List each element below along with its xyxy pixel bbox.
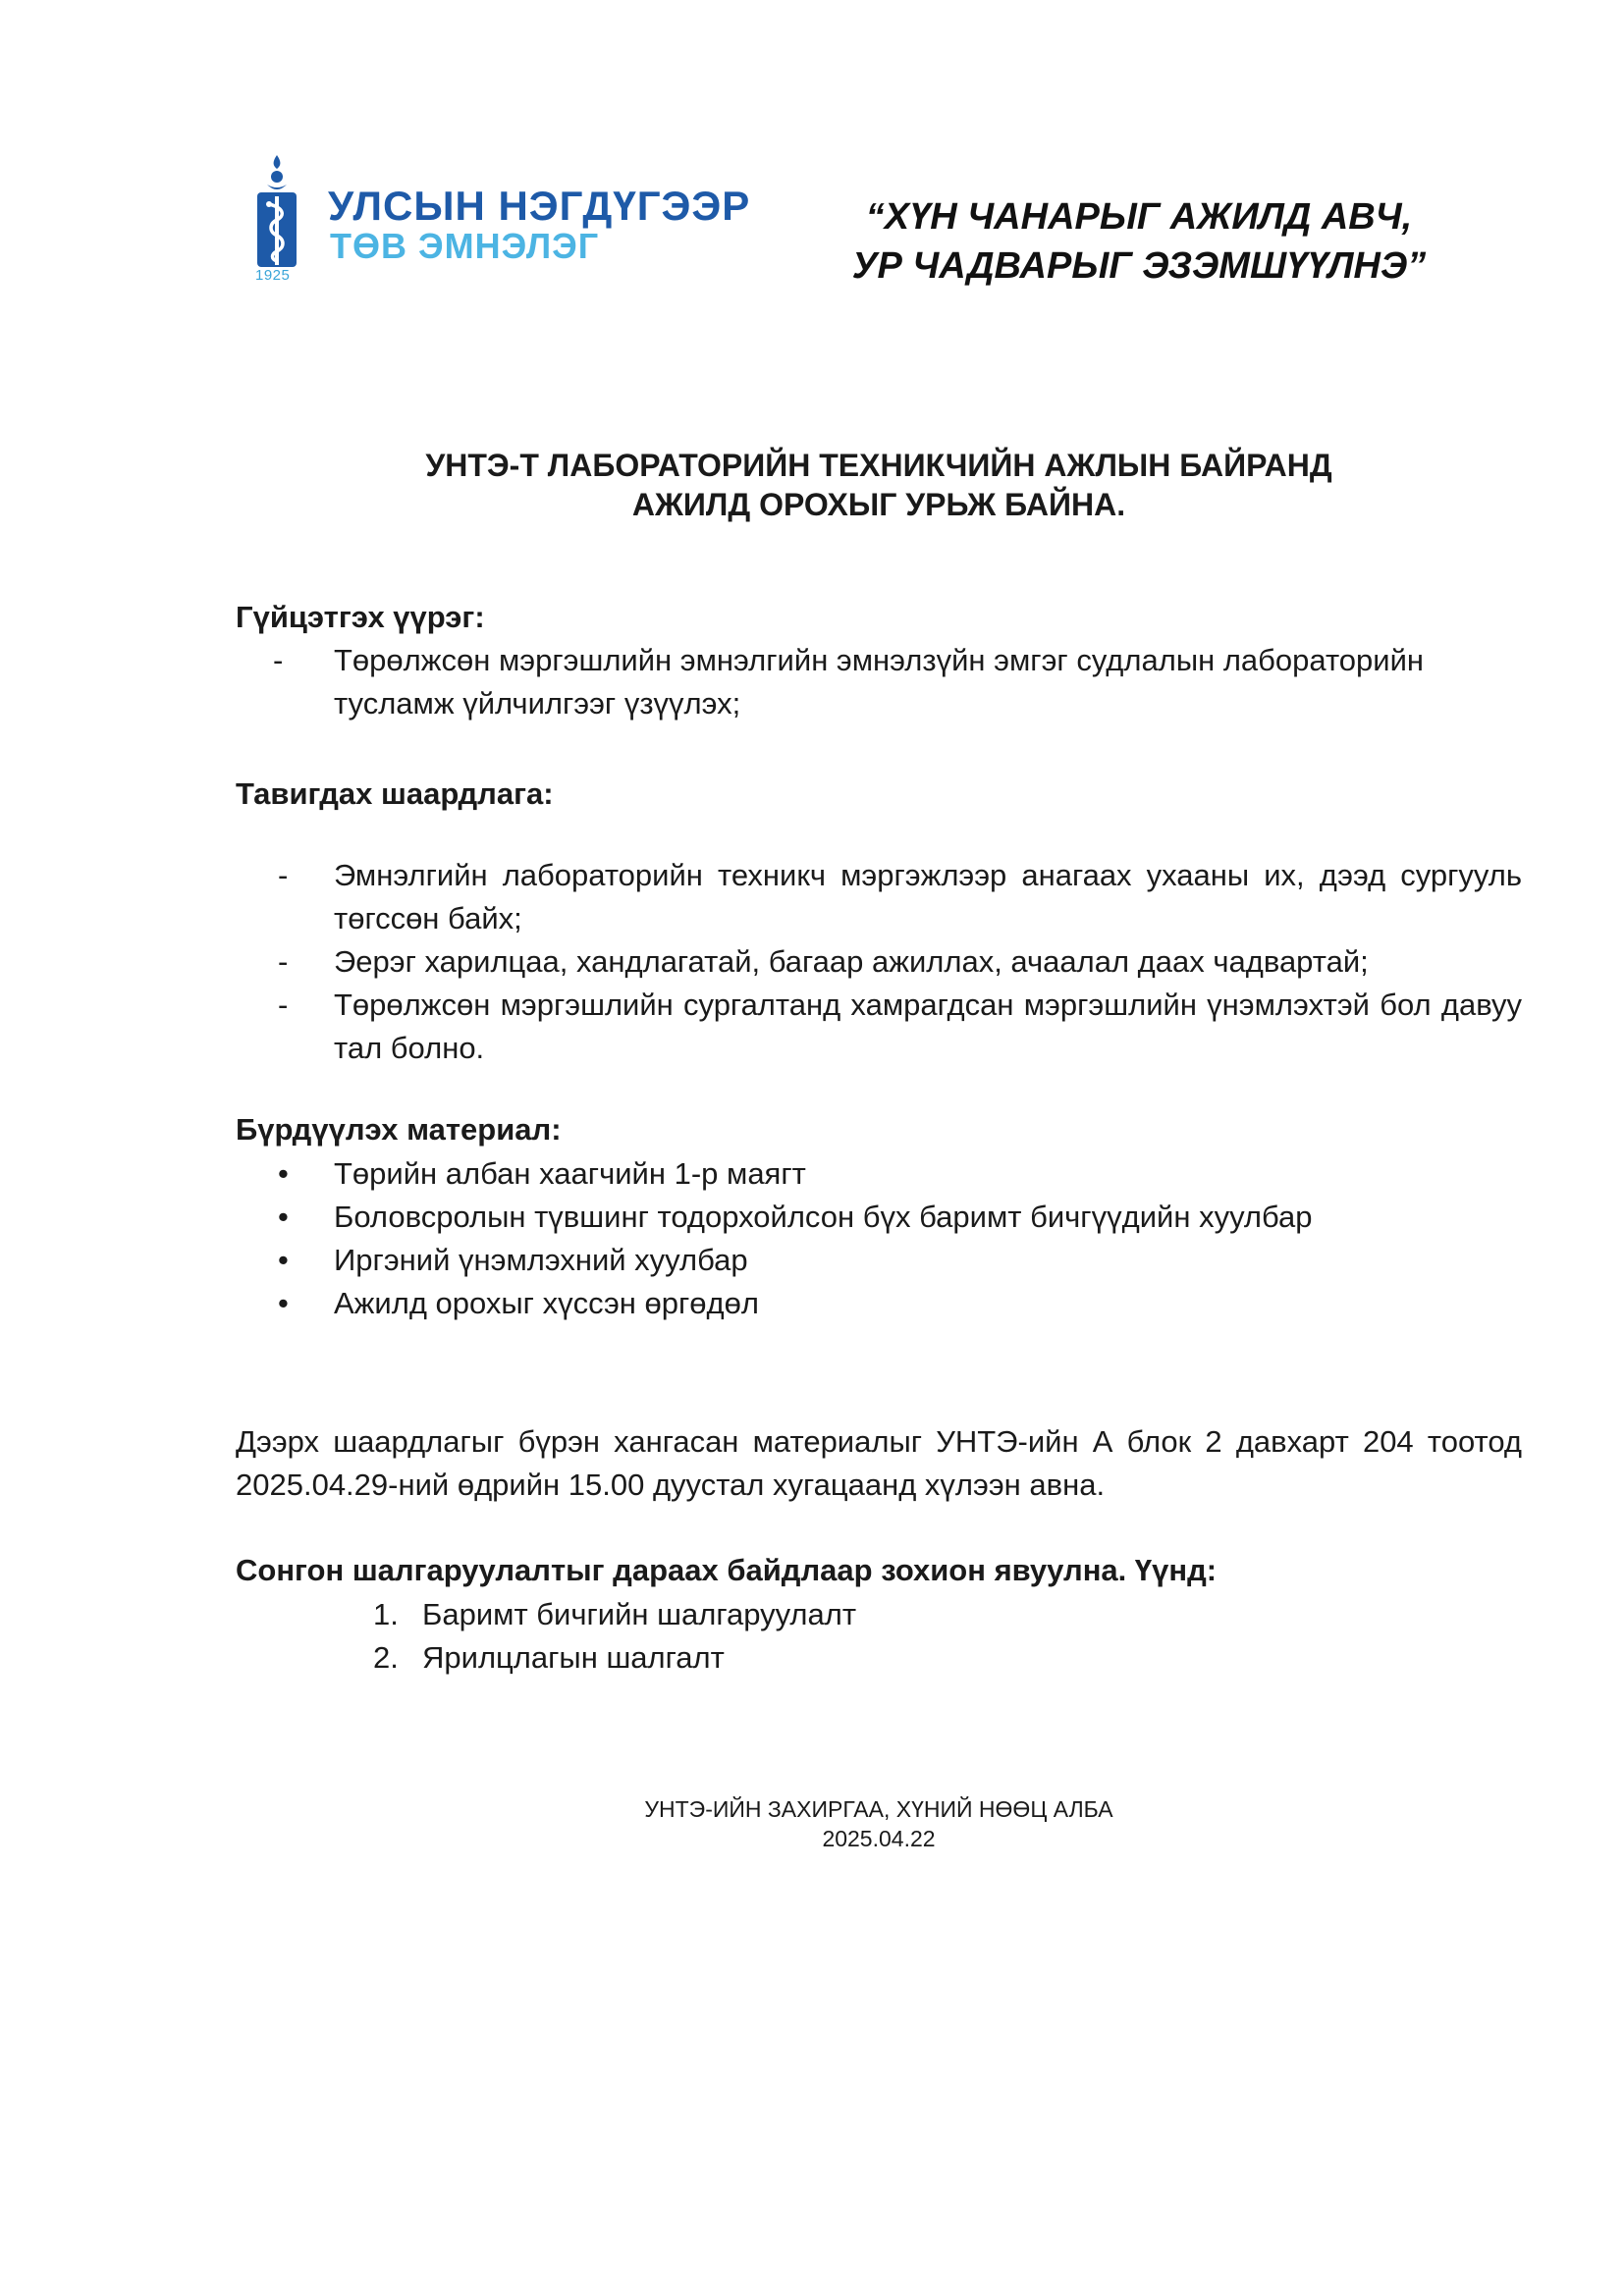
list-item <box>278 984 1522 1070</box>
list-item-text: Иргэний үнэмлэхний хуулбар <box>334 1243 748 1277</box>
slogan <box>815 192 1463 291</box>
slogan-line-2: УР ЧАДВАРЫГ ЭЗЭМШҮҮЛНЭ” <box>851 245 1427 287</box>
title-line-1: УНТЭ-Т ЛАБОРАТОРИЙН ТЕХНИКЧИЙН АЖЛЫН БАЙРАНД <box>425 448 1332 483</box>
list-item-text: Эерэг харилцаа, хандлагатай, багаар ажиллах, ачаалал даах чадвартай; <box>334 944 1369 979</box>
list-item <box>278 940 1522 984</box>
hospital-logo <box>249 147 760 294</box>
deadline-paragraph: Дээрх шаардлагыг бүрэн хангасан материалыг УНТЭ-ийн А блок 2 давхарт 204 тоотод 2025.04.29-ний өдрийн 15.00 дуустал хугацаанд хүлээн авна. <box>236 1424 1522 1502</box>
list-item-text: Төрөлжсөн мэргэшлийн сургалтанд хамрагдсан мэргэшлийн үнэмлэхтэй бол давуу тал болно. <box>334 988 1522 1065</box>
duties-heading: Гүйцэтгэх үүрэг: <box>236 600 485 634</box>
list-item <box>278 854 1522 940</box>
list-item <box>278 1196 1522 1239</box>
list-dash-marker: - <box>278 858 289 892</box>
selection-heading: Сонгон шалгаруулалтыг дараах байдлаар зохион явуулна. Үүнд: <box>236 1553 1218 1587</box>
list-number: 2. <box>373 1640 399 1675</box>
list-dash-marker: - <box>278 944 289 979</box>
bullet-icon: • <box>278 1156 289 1191</box>
bullet-icon: • <box>278 1286 289 1320</box>
signature-block <box>236 1794 1522 1853</box>
list-item <box>273 639 1522 725</box>
list-dash-marker: - <box>278 988 289 1022</box>
requirements-list <box>278 854 1522 1070</box>
issuing-organization: УНТЭ-ИЙН ЗАХИРГАА, ХҮНИЙ НӨӨЦ АЛБА <box>644 1796 1113 1822</box>
list-number: 1. <box>373 1597 399 1631</box>
list-item-text: Баримт бичгийн шалгаруулалт <box>422 1597 857 1631</box>
logo-year: 1925 <box>255 267 291 284</box>
document-title <box>236 446 1522 524</box>
list-item-text: Төрийн албан хаагчийн 1-р маягт <box>334 1156 806 1191</box>
title-line-2: АЖИЛД ОРОХЫГ УРЬЖ БАЙНА. <box>631 487 1126 522</box>
list-item-text: Ярилцлагын шалгалт <box>422 1640 725 1675</box>
bullet-icon: • <box>278 1243 289 1277</box>
list-item-text: Ажилд орохыг хүссэн өргөдөл <box>334 1286 759 1320</box>
soyombo-caduceus-emblem-icon <box>249 153 304 279</box>
list-item-text: Төрөлжсөн мэргэшлийн эмнэлгийн эмнэлзүйн эмгэг судлалын лабораторийн тусламж үйлчилгээг үзүүлэх; <box>334 643 1425 721</box>
list-item <box>278 1282 1522 1325</box>
logo-line-2: ТӨВ ЭМНЭЛЭГ <box>330 226 600 266</box>
duties-list <box>273 639 1522 725</box>
list-item-text: Эмнэлгийн лабораторийн техникч мэргэжлээр анагаах ухааны их, дээд сургууль төгссөн байх; <box>334 858 1522 935</box>
materials-heading: Бүрдүүлэх материал: <box>236 1112 562 1147</box>
bullet-icon: • <box>278 1200 289 1234</box>
requirements-heading: Тавигдах шаардлага: <box>236 776 554 811</box>
logo-line-1: УЛСЫН НЭГДҮГЭЭР <box>328 183 751 229</box>
issue-date: 2025.04.22 <box>822 1826 936 1851</box>
list-item <box>278 1239 1522 1282</box>
list-dash-marker: - <box>273 643 284 677</box>
slogan-line-1: “ХҮН ЧАНАРЫГ АЖИЛД АВЧ, <box>865 196 1413 238</box>
selection-list <box>373 1593 1502 1680</box>
list-item <box>373 1593 1502 1636</box>
list-item <box>278 1152 1522 1196</box>
list-item-text: Боловсролын түвшинг тодорхойлсон бүх баримт бичгүүдийн хуулбар <box>334 1200 1313 1234</box>
list-item <box>373 1636 1502 1680</box>
materials-list <box>278 1152 1522 1325</box>
